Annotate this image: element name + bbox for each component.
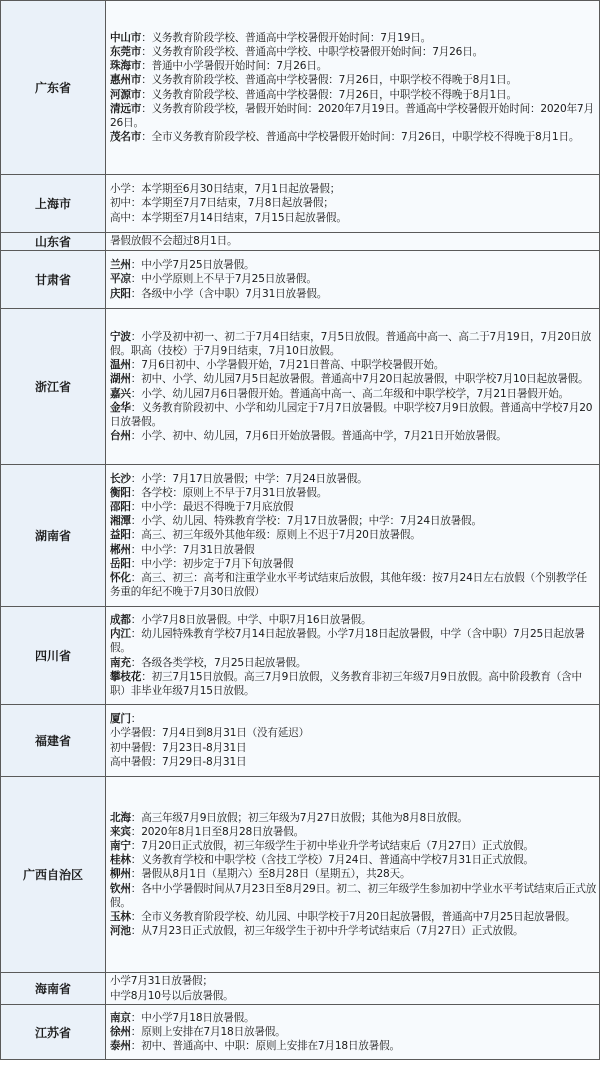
schedule-text: ：各中小学暑假时间从7月23日至8月29日。初二、初三年级学生参加初中学业水平考试结束后正式放假。 [110, 882, 597, 909]
schedule-text: ：中小学：初步定于7月下旬放暑假 [130, 557, 294, 570]
schedule-details [106, 973, 600, 1005]
city-name: 清远市 [110, 102, 142, 115]
schedule-text: ：义务教育阶段学校，暑假开始时间：2020年7月19日。普通高中学校暑假开始时间：2020年7月26日。 [110, 102, 594, 129]
schedule-line [110, 472, 597, 486]
province-name: 江苏省 [1, 1005, 106, 1060]
schedule-text: ：义务教育阶段初中、小学和幼儿园定于7月7日放暑假。中职学校7月9日放假。普通高中学校7月20日放暑假。 [110, 401, 593, 428]
city-name: 湘潭 [110, 515, 131, 528]
schedule-text: ：小学、幼儿园7月6日暑假开始。普通高中高一、高二年级和中职学校学，7月21日暑假开始。 [130, 387, 569, 400]
schedule-details [106, 251, 600, 309]
province-row [1, 777, 600, 973]
province-name: 湖南省 [1, 465, 106, 607]
city-name: 兰州 [110, 259, 131, 272]
schedule-text: ：小学：7月17日放暑假；中学：7月24日放暑假。 [130, 473, 368, 486]
schedule-text: ：高三、初三：高考和注重学业水平考试结束后放假，其他年级：按7月24日左右放假（个别教学任务重的年纪不晚于7月30日放假） [110, 571, 587, 598]
schedule-text: ：幼儿园特殊教育学校7月14日起放暑假。小学7月18日起放暑假，中学（含中职）7月25日起放暑假。 [110, 628, 585, 655]
schedule-text: ：小学、初中、幼儿园，7月6日开始放暑假。普通高中学，7月21日开始放暑假。 [130, 429, 507, 442]
city-name: 玉林 [110, 910, 131, 923]
schedule-line [110, 924, 597, 938]
province-row [1, 251, 600, 309]
schedule-line [110, 182, 597, 196]
schedule-line [110, 372, 597, 386]
city-name: 茂名市 [110, 130, 142, 143]
schedule-line [110, 853, 597, 867]
city-name: 南充 [110, 656, 131, 669]
schedule-text: ：义务教育阶段学校、普通高中学校、中职学校暑假开始时间：7月26日。 [141, 46, 484, 59]
schedule-details [106, 309, 600, 465]
schedule-line [110, 712, 597, 726]
schedule-details [106, 233, 600, 251]
schedule-line [110, 272, 597, 286]
schedule-text: 高中暑假：7月29日-8月31日 [110, 755, 247, 768]
schedule-text: ：中小学：7月31日放暑假 [130, 543, 255, 556]
schedule-text: 初中暑假：7月23日-8月31日 [110, 741, 247, 754]
schedule-text: ：小学7月8日放暑假。中学、中职7月16日放暑假。 [130, 614, 372, 627]
schedule-line [110, 571, 597, 599]
schedule-text: ：7月6日初中、小学暑假开始，7月21日普高、中职学校暑假开始。 [130, 359, 445, 372]
schedule-line [110, 500, 597, 514]
province-name: 四川省 [1, 607, 106, 705]
city-name: 郴州 [110, 543, 131, 556]
city-name: 嘉兴 [110, 387, 131, 400]
schedule-text: ：各级中小学（含中职）7月31日放暑假。 [130, 287, 328, 300]
schedule-text: 小学：本学期至6月30日结束，7月1日起放暑假； [110, 183, 341, 196]
schedule-line [110, 726, 597, 740]
schedule-text: ：中小学：最迟不得晚于7月底放假 [130, 501, 294, 514]
city-name: 湖州 [110, 373, 131, 386]
schedule-text: ：7月20日正式放假，初三年级学生于初中毕业升学考试结束后（7月27日）正式放假。 [130, 840, 534, 853]
city-name: 长沙 [110, 473, 131, 486]
schedule-line [110, 989, 597, 1003]
schedule-details [106, 1005, 600, 1060]
province-name: 广西自治区 [1, 777, 106, 973]
city-name: 邵阳 [110, 501, 131, 514]
province-row [1, 1, 600, 175]
schedule-line [110, 627, 597, 655]
schedule-text: 初中：本学期至7月7日结束，7月8日起放暑假； [110, 197, 334, 210]
schedule-line [110, 1025, 597, 1039]
schedule-text: ：全市义务教育阶段学校、普通高中学校暑假开始时间：7月26日，中职学校不得晚于8月1日。 [141, 130, 580, 143]
schedule-text: ：从7月23日正式放假，初三年级学生于初中升学考试结束后（7月27日）正式放假。 [130, 924, 524, 937]
schedule-line [110, 882, 597, 910]
schedule-details [106, 777, 600, 973]
schedule-line [110, 31, 597, 45]
schedule-text: ：初中、普通高中、中职：原则上安排在7月18日放暑假。 [130, 1040, 400, 1053]
schedule-text: ：初中、小学、幼儿园7月5日起放暑假。普通高中7月20日起放暑假，中职学校7月10日起放暑假。 [130, 373, 589, 386]
schedule-text: 高中：本学期至7月14日结束，7月15日起放暑假。 [110, 211, 347, 224]
schedule-details [106, 175, 600, 233]
province-name: 浙江省 [1, 309, 106, 465]
schedule-text: 小学7月31日放暑假； [110, 975, 213, 988]
city-name: 南宁 [110, 840, 131, 853]
city-name: 益阳 [110, 529, 131, 542]
province-row [1, 309, 600, 465]
city-name: 温州 [110, 359, 131, 372]
schedule-line [110, 59, 597, 73]
schedule-text: ：2020年8月1日至8月28日放暑假。 [130, 826, 304, 839]
city-name: 桂林 [110, 854, 131, 867]
schedule-line [110, 557, 597, 571]
schedule-line [110, 387, 597, 401]
city-name: 珠海市 [110, 60, 142, 73]
schedule-text: ：义务教育阶段学校、普通高中学校暑假：7月26日，中职学校不得晚于8月1日。 [141, 88, 517, 101]
schedule-text: ：义务教育学校和中职学校（含技工学校）7月24日、普通高中学校7月31日正式放假。 [130, 854, 534, 867]
schedule-text: ：高三年级7月9日放假；初三年级为7月27日放假；其他为8月8日放假。 [130, 812, 468, 825]
province-row [1, 465, 600, 607]
city-name: 台州 [110, 429, 131, 442]
province-name: 福建省 [1, 705, 106, 777]
schedule-line [110, 401, 597, 429]
city-name: 厦门 [110, 713, 131, 726]
city-name: 平凉 [110, 273, 131, 286]
schedule-text: ：中小学7月25日放暑假。 [130, 259, 255, 272]
schedule-line [110, 486, 597, 500]
city-name: 庆阳 [110, 287, 131, 300]
schedule-text: ：初三7月15日放假。高三7月9日放假，义务教育非初三年级7月9日放假。高中阶段教育（含中职）非毕业年级7月15日放假。 [110, 670, 582, 697]
schedule-text: ：全市义务教育阶段学校、幼儿园、中职学校于7月20日起放暑假，普通高中7月25日起放暑假。 [130, 910, 576, 923]
schedule-text: ：原则上安排在7月18日放暑假。 [130, 1025, 286, 1038]
province-name: 甘肃省 [1, 251, 106, 309]
city-name: 徐州 [110, 1025, 131, 1038]
city-name: 柳州 [110, 868, 131, 881]
schedule-line [110, 613, 597, 627]
schedule-text: ：小学、幼儿园、特殊教育学校：7月17日放暑假；中学：7月24日放暑假。 [130, 515, 482, 528]
city-name: 南京 [110, 1011, 131, 1024]
schedule-line [110, 741, 597, 755]
schedule-text: ：义务教育阶段学校、普通高中学校暑假开始时间：7月19日。 [141, 32, 432, 45]
schedule-line [110, 1011, 597, 1025]
province-row [1, 705, 600, 777]
city-name: 成都 [110, 614, 131, 627]
city-name: 来宾 [110, 826, 131, 839]
city-name: 泰州 [110, 1040, 131, 1053]
schedule-line [110, 45, 597, 59]
city-name: 惠州市 [110, 74, 142, 87]
schedule-line [110, 258, 597, 272]
schedule-text: ：各学校：原则上不早于7月31日放暑假。 [130, 487, 328, 500]
city-name: 岳阳 [110, 557, 131, 570]
city-name: 东莞市 [110, 46, 142, 59]
schedule-line [110, 196, 597, 210]
province-row [1, 233, 600, 251]
schedule-details [106, 1, 600, 175]
city-name: 宁波 [110, 331, 131, 344]
province-row [1, 973, 600, 1005]
schedule-details [106, 607, 600, 705]
schedule-line [110, 839, 597, 853]
schedule-line [110, 825, 597, 839]
schedule-line [110, 211, 597, 225]
city-name: 钦州 [110, 882, 131, 895]
schedule-line [110, 130, 597, 144]
schedule-text: ：小学及初中初一、初二于7月4日结束，7月5日放假。普通高中高一、高二于7月19日，7月20日放假。职高（技校）于7月9日结束，7月10日放假。 [110, 331, 592, 358]
schedule-line [110, 73, 597, 87]
schedule-text: ： [130, 713, 142, 726]
schedule-line [110, 514, 597, 528]
schedule-line [110, 974, 597, 988]
schedule-line [110, 670, 597, 698]
schedule-line [110, 656, 597, 670]
schedule-text: ：义务教育阶段学校、普通高中学校暑假：7月26日，中职学校不得晚于8月1日。 [141, 74, 517, 87]
city-name: 衡阳 [110, 487, 131, 500]
province-name: 山东省 [1, 233, 106, 251]
schedule-line [110, 88, 597, 102]
schedule-line [110, 358, 597, 372]
city-name: 河池 [110, 924, 131, 937]
province-name: 海南省 [1, 973, 106, 1005]
schedule-text: ：普通中小学暑假开始时间：7月26日。 [141, 60, 328, 73]
schedule-line [110, 234, 597, 248]
schedule-line [110, 287, 597, 301]
schedule-line [110, 429, 597, 443]
schedule-line [110, 867, 597, 881]
schedule-line [110, 811, 597, 825]
city-name: 金华 [110, 401, 131, 414]
city-name: 北海 [110, 812, 131, 825]
schedule-text: ：中小学7月18日放暑假。 [130, 1011, 255, 1024]
schedule-text: 中学8月10号以后放暑假。 [110, 989, 234, 1002]
city-name: 怀化 [110, 571, 131, 584]
schedule-line [110, 910, 597, 924]
city-name: 内江 [110, 628, 131, 641]
schedule-text: ：暑假从8月1日（星期六）至8月28日（星期五），共28天。 [130, 868, 411, 881]
province-row [1, 607, 600, 705]
province-row [1, 175, 600, 233]
schedule-line [110, 543, 597, 557]
schedule-line [110, 102, 597, 130]
schedule-text: ：中小学原则上不早于7月25日放暑假。 [130, 273, 317, 286]
city-name: 中山市 [110, 32, 142, 45]
schedule-line [110, 1039, 597, 1053]
schedule-details [106, 465, 600, 607]
schedule-line [110, 528, 597, 542]
schedule-line [110, 330, 597, 358]
schedule-text: ：各级各类学校，7月25日起放暑假。 [130, 656, 307, 669]
schedule-line [110, 755, 597, 769]
schedule-text: ：高三、初三年级外其他年级：原则上不迟于7月20日放暑假。 [130, 529, 421, 542]
schedule-text: 暑假放假不会超过8月1日。 [110, 235, 238, 248]
city-name: 河源市 [110, 88, 142, 101]
city-name: 攀枝花 [110, 670, 142, 683]
schedule-text: 小学暑假：7月4日到8月31日（没有延迟） [110, 727, 309, 740]
province-name: 上海市 [1, 175, 106, 233]
schedule-details [106, 705, 600, 777]
province-row [1, 1005, 600, 1060]
province-name: 广东省 [1, 1, 106, 175]
